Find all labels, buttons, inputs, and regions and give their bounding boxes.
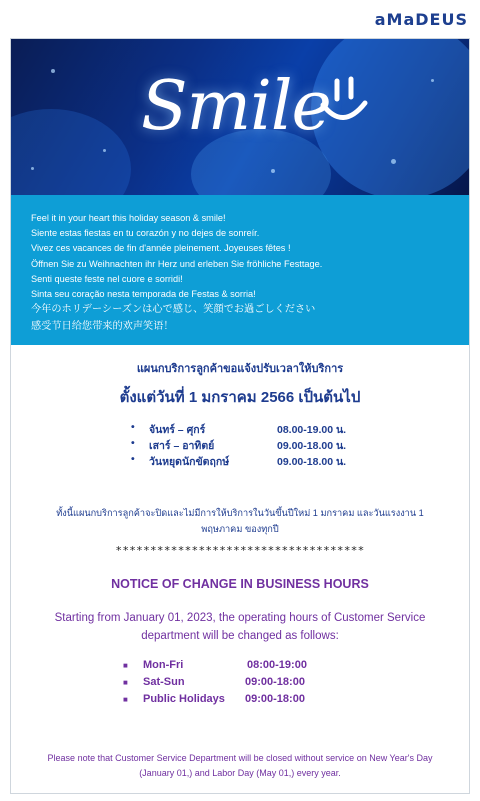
english-schedule-row <box>123 693 383 710</box>
thai-schedule-hours: 09.00-18.00 น. <box>277 440 347 452</box>
thai-schedule-hours: 08.00-19.00 น. <box>277 424 347 436</box>
bullet-icon: • <box>131 437 135 449</box>
square-bullet-icon: ■ <box>123 678 128 687</box>
english-schedule-hours: 08:00-19:00 <box>247 659 307 671</box>
greeting-english: Feel it in your heart this holiday season & smile! <box>31 213 226 223</box>
square-bullet-icon: ■ <box>123 661 128 670</box>
thai-schedule-row <box>131 421 391 437</box>
greeting-portuguese: Sinta seu coração nesta temporada de Festas & sorria! <box>31 289 256 300</box>
thai-schedule-hours: 09.00-18.00 น. <box>277 456 347 468</box>
greeting-french: Vivez ces vacances de fin d'année pleinement. Joyeuses fêtes ! <box>31 243 291 254</box>
greeting-italian: Senti queste feste nel cuore e sorridi! <box>31 273 183 284</box>
english-intro: Starting from January 01, 2023, the operating hours of Customer Service department will be changed as follows: <box>54 612 426 642</box>
greeting-japanese: 今年のホリデーシーズンは心で感じ、笑顔でお過ごしください <box>31 304 316 316</box>
thai-schedule-days: วันหยุดนักขัตฤกษ์ <box>149 456 230 468</box>
english-schedule-hours: 09:00-18:00 <box>245 693 305 705</box>
english-schedule-hours: 09:00-18:00 <box>245 676 305 688</box>
greeting-german: Öffnen Sie zu Weihnachten ihr Herz und erleben Sie fröhliche Festtage. <box>31 258 323 269</box>
amadeus-logo: aMaDEUS <box>374 10 468 29</box>
english-schedule-row <box>123 659 383 676</box>
separator-line: ************************************ <box>115 544 365 557</box>
smile-title: Smile <box>141 67 331 146</box>
english-schedule-days: Sat-Sun <box>143 676 185 688</box>
thai-schedule-days: จันทร์ – ศุกร์ <box>149 424 206 436</box>
thai-closure-note: ทั้งนี้แผนกบริการลูกค้าจะปิดและไม่มีการให้บริการในวันขึ้นปีใหม่ 1 มกราคม และวันแรงงาน 1 พฤษภาคม ของทุกปี <box>56 508 424 534</box>
greeting-chinese: 感受节日给您带来的欢声笑语！ <box>31 320 174 332</box>
english-schedule-row <box>123 676 383 693</box>
smile-banner <box>11 39 469 195</box>
bullet-icon: • <box>131 421 135 433</box>
english-schedule-days: Mon-Fri <box>143 659 184 671</box>
english-heading: NOTICE OF CHANGE IN BUSINESS HOURS <box>111 577 369 591</box>
thai-schedule-row <box>131 453 391 469</box>
smiley-face-icon <box>317 75 369 131</box>
thai-schedule-list <box>131 421 391 469</box>
holiday-notice-card <box>10 38 470 794</box>
bullet-icon: • <box>131 453 135 465</box>
thai-effective-date: ตั้งแต่วันที่ 1 มกราคม 2566 เป็นต้นไป <box>119 389 361 406</box>
thai-schedule-days: เสาร์ – อาทิตย์ <box>149 440 215 452</box>
square-bullet-icon: ■ <box>123 695 128 704</box>
thai-schedule-row <box>131 437 391 453</box>
english-schedule-days: Public Holidays <box>143 693 225 705</box>
thai-heading: แผนกบริการลูกค้าขอแจ้งปรับเวลาให้บริการ <box>136 363 344 375</box>
greeting-spanish: Siente estas fiestas en tu corazón y no dejes de sonreír. <box>31 228 260 239</box>
english-closure-note: Please note that Customer Service Department will be closed without service on New Year's Day (January 01,) and Labor Day (May 01,) every year. <box>47 753 433 778</box>
english-schedule-list <box>123 659 383 710</box>
multilingual-greetings <box>11 195 469 345</box>
